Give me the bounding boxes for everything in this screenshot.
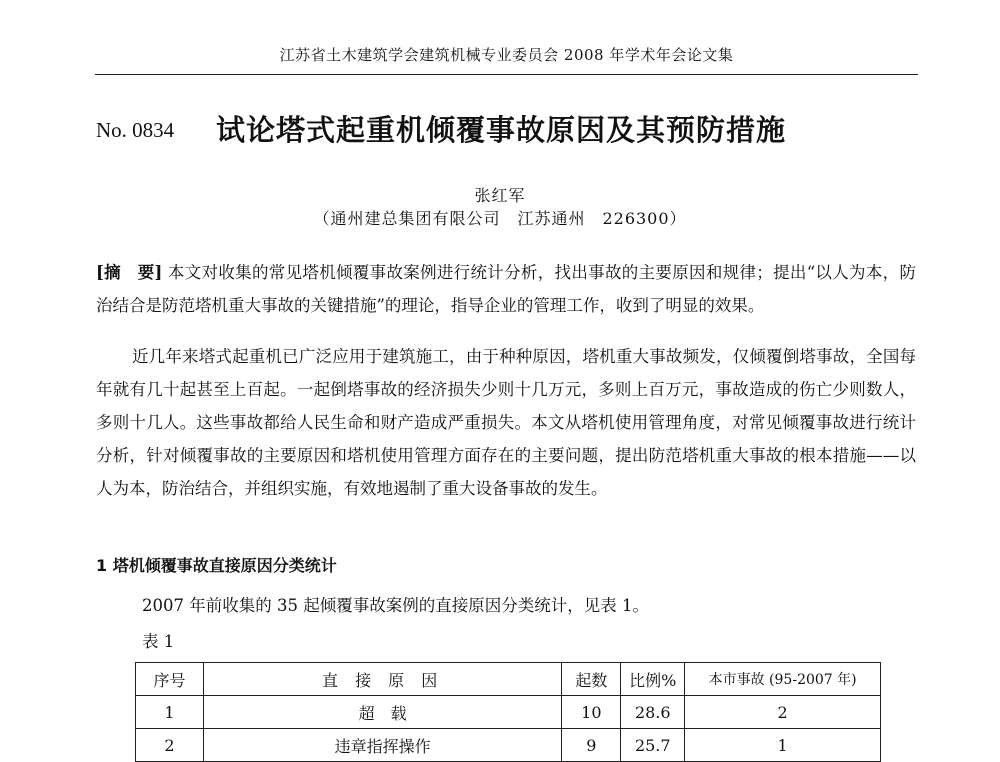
table-header-cell: 比例% — [621, 663, 685, 696]
paper-number: No. 0834 — [96, 118, 175, 142]
table-cell: 10 — [562, 696, 621, 729]
table-header-cell: 直 接 原 因 — [203, 663, 561, 696]
header-divider — [95, 74, 918, 75]
intro-paragraph: 近几年来塔式起重机已广泛应用于建筑施工，由于种种原因，塔机重大事故频发，仅倾覆倒塔事故，全国每年就有几十起甚至上百起。一起倒塔事故的经济损失少则十几万元，多则上百万元，事故造成的伤亡少则数人，多则十几人。这些事故都给人民生命和财产造成严重损失。本文从塔机使用管理角度，对常见倾覆事故进行统计分析，针对倾覆事故的主要原因和塔机使用管理方面存在的主要问题，提出防范塔机重大事故的根本措施——以人为本，防治结合，并组织实施，有效地遏制了重大设备事故的发生。 — [96, 347, 916, 498]
table-header-cell: 起数 — [562, 663, 621, 696]
paper-title: 试论塔式起重机倾覆事故原因及其预防措施 — [216, 113, 787, 147]
table-row — [136, 696, 881, 729]
table-header-row — [136, 663, 881, 696]
abstract-paragraph — [96, 256, 916, 322]
table-header-cell: 本市事故 (95-2007 年) — [685, 663, 881, 696]
table-cell: 超 载 — [203, 696, 561, 729]
table-cell: 1 — [685, 729, 881, 762]
abstract-label: [摘 要] — [96, 263, 163, 282]
title-row — [96, 108, 916, 152]
section-sentence: 2007 年前收集的 35 起倾覆事故案例的直接原因分类统计，见表 1。 — [142, 596, 649, 615]
table-cell: 2 — [685, 696, 881, 729]
statistics-table — [135, 662, 881, 762]
author-name: 张红军 — [474, 186, 526, 205]
table-cell: 违章指挥操作 — [203, 729, 561, 762]
author-affiliation: （通州建总集团有限公司 江苏通州 226300） — [313, 209, 687, 228]
table-cell: 1 — [136, 696, 204, 729]
table-row — [136, 729, 881, 762]
table-cell: 9 — [562, 729, 621, 762]
table-cell: 2 — [136, 729, 204, 762]
section-heading: 1 塔机倾覆事故直接原因分类统计 — [96, 556, 337, 575]
abstract-text: 本文对收集的常见塔机倾覆事故案例进行统计分析，找出事故的主要原因和规律；提出“以人为本，防治结合是防范塔机重大事故的关键措施”的理论，指导企业的管理工作，收到了明显的效果。 — [96, 263, 916, 315]
table-cell: 28.6 — [621, 696, 685, 729]
table-cell: 25.7 — [621, 729, 685, 762]
table-header-cell: 序号 — [136, 663, 204, 696]
table-caption: 表 1 — [142, 632, 175, 651]
running-header: 江苏省土木建筑学会建筑机械专业委员会 2008 年学术年会论文集 — [279, 46, 734, 64]
